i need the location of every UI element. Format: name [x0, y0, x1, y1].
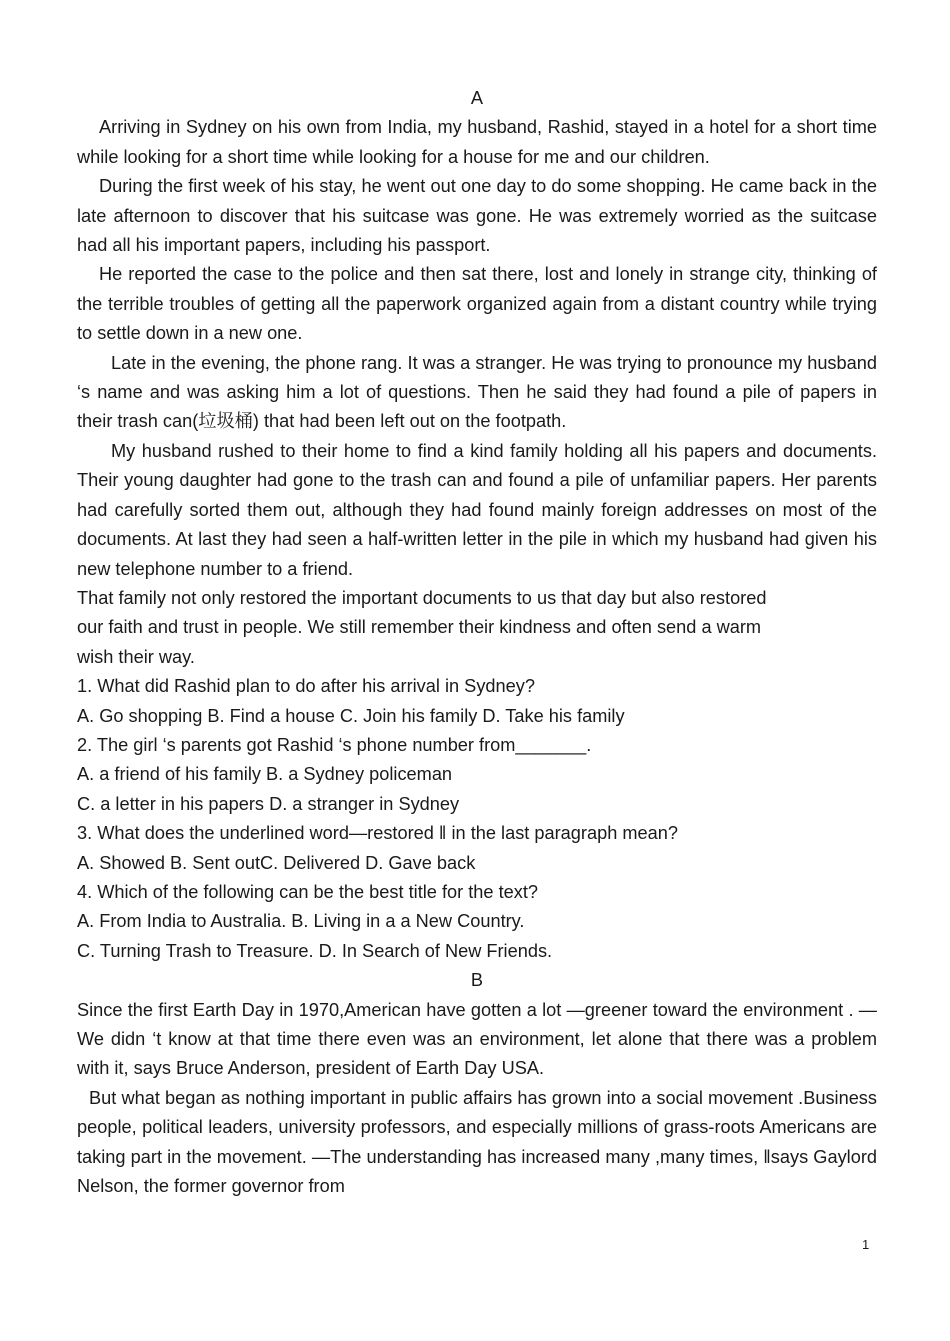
paragraph-a1: Arriving in Sydney on his own from India, my husband, Rashid, stayed in a hotel for a short time while looking for a short time while looking for a house for me and our children.: [77, 117, 877, 167]
paragraph-a5: My husband rushed to their home to find a kind family holding all his papers and documents. Their young daughter had gone to the trash can and found a pile of unfamiliar papers. Her parents had carefully sorted them out, although they had found mainly foreign addresses on most of the documents. At last they had seen a half-written letter in the pile in which my husband had given his new telephone number to a friend.: [77, 440, 877, 579]
question-4: 4. Which of the following can be the best title for the text?: [77, 881, 539, 902]
section-b-title: B: [470, 970, 484, 991]
document-page: [77, 84, 877, 1201]
paragraph-a2: During the first week of his stay, he went out one day to do some shopping. He came back in the late afternoon to discover that his suitcase was gone. He was extremely worried as the suitcase had all his important papers, including his passport.: [77, 176, 877, 256]
question-1: 1. What did Rashid plan to do after his arrival in Sydney?: [77, 676, 535, 697]
closing-line-1: That family not only restored the important documents to us that day but also restored: [77, 587, 767, 608]
paragraph-b2: But what began as nothing important in public affairs has grown into a social movement .Business people, political leaders, university professors, and especially millions of grass-roots Americans are taking part in the movement. —The understanding has increased many ,many times, ‖says Gaylord Nelson, the former governor from: [77, 1087, 877, 1197]
question-3: 3. What does the underlined word—restored ‖ in the last paragraph mean?: [77, 823, 678, 844]
closing-line-3: wish their way.: [77, 646, 195, 667]
paragraph-a3: He reported the case to the police and then sat there, lost and lonely in strange city, thinking of the terrible troubles of getting all the paperwork organized again from a distant country while trying to settle down in a new one.: [77, 264, 877, 344]
page-number: 1: [862, 1237, 870, 1252]
question-4-options-ab: A. From India to Australia. B. Living in a a New Country.: [77, 911, 525, 932]
closing-line-2: our faith and trust in people. We still remember their kindness and often send a warm: [77, 617, 762, 638]
question-3-options: A. Showed B. Sent outC. Delivered D. Gave back: [77, 852, 476, 873]
section-a-title: A: [470, 88, 484, 108]
question-1-options: A. Go shopping B. Find a house C. Join his family D. Take his family: [77, 705, 625, 726]
question-2-options-cd: C. a letter in his papers D. a stranger in Sydney: [77, 793, 460, 814]
paragraph-b1: Since the first Earth Day in 1970,American have gotten a lot —greener toward the environment . —We didn ‘t know at that time there even was an environment, let alone that there was a problem with it, says Bruce Anderson, president of Earth Day USA.: [77, 999, 877, 1079]
question-2-options-ab: A. a friend of his family B. a Sydney policeman: [77, 764, 453, 785]
question-4-options-cd: C. Turning Trash to Treasure. D. In Search of New Friends.: [77, 940, 553, 961]
paragraph-a4: Late in the evening, the phone rang. It was a stranger. He was trying to pronounce my husband ‘s name and was asking him a lot of questions. Then he said they had found a pile of papers in their trash can(垃圾桶) that had been left out on the footpath.: [77, 352, 877, 432]
question-2: 2. The girl ‘s parents got Rashid ‘s phone number from_______.: [77, 734, 592, 755]
